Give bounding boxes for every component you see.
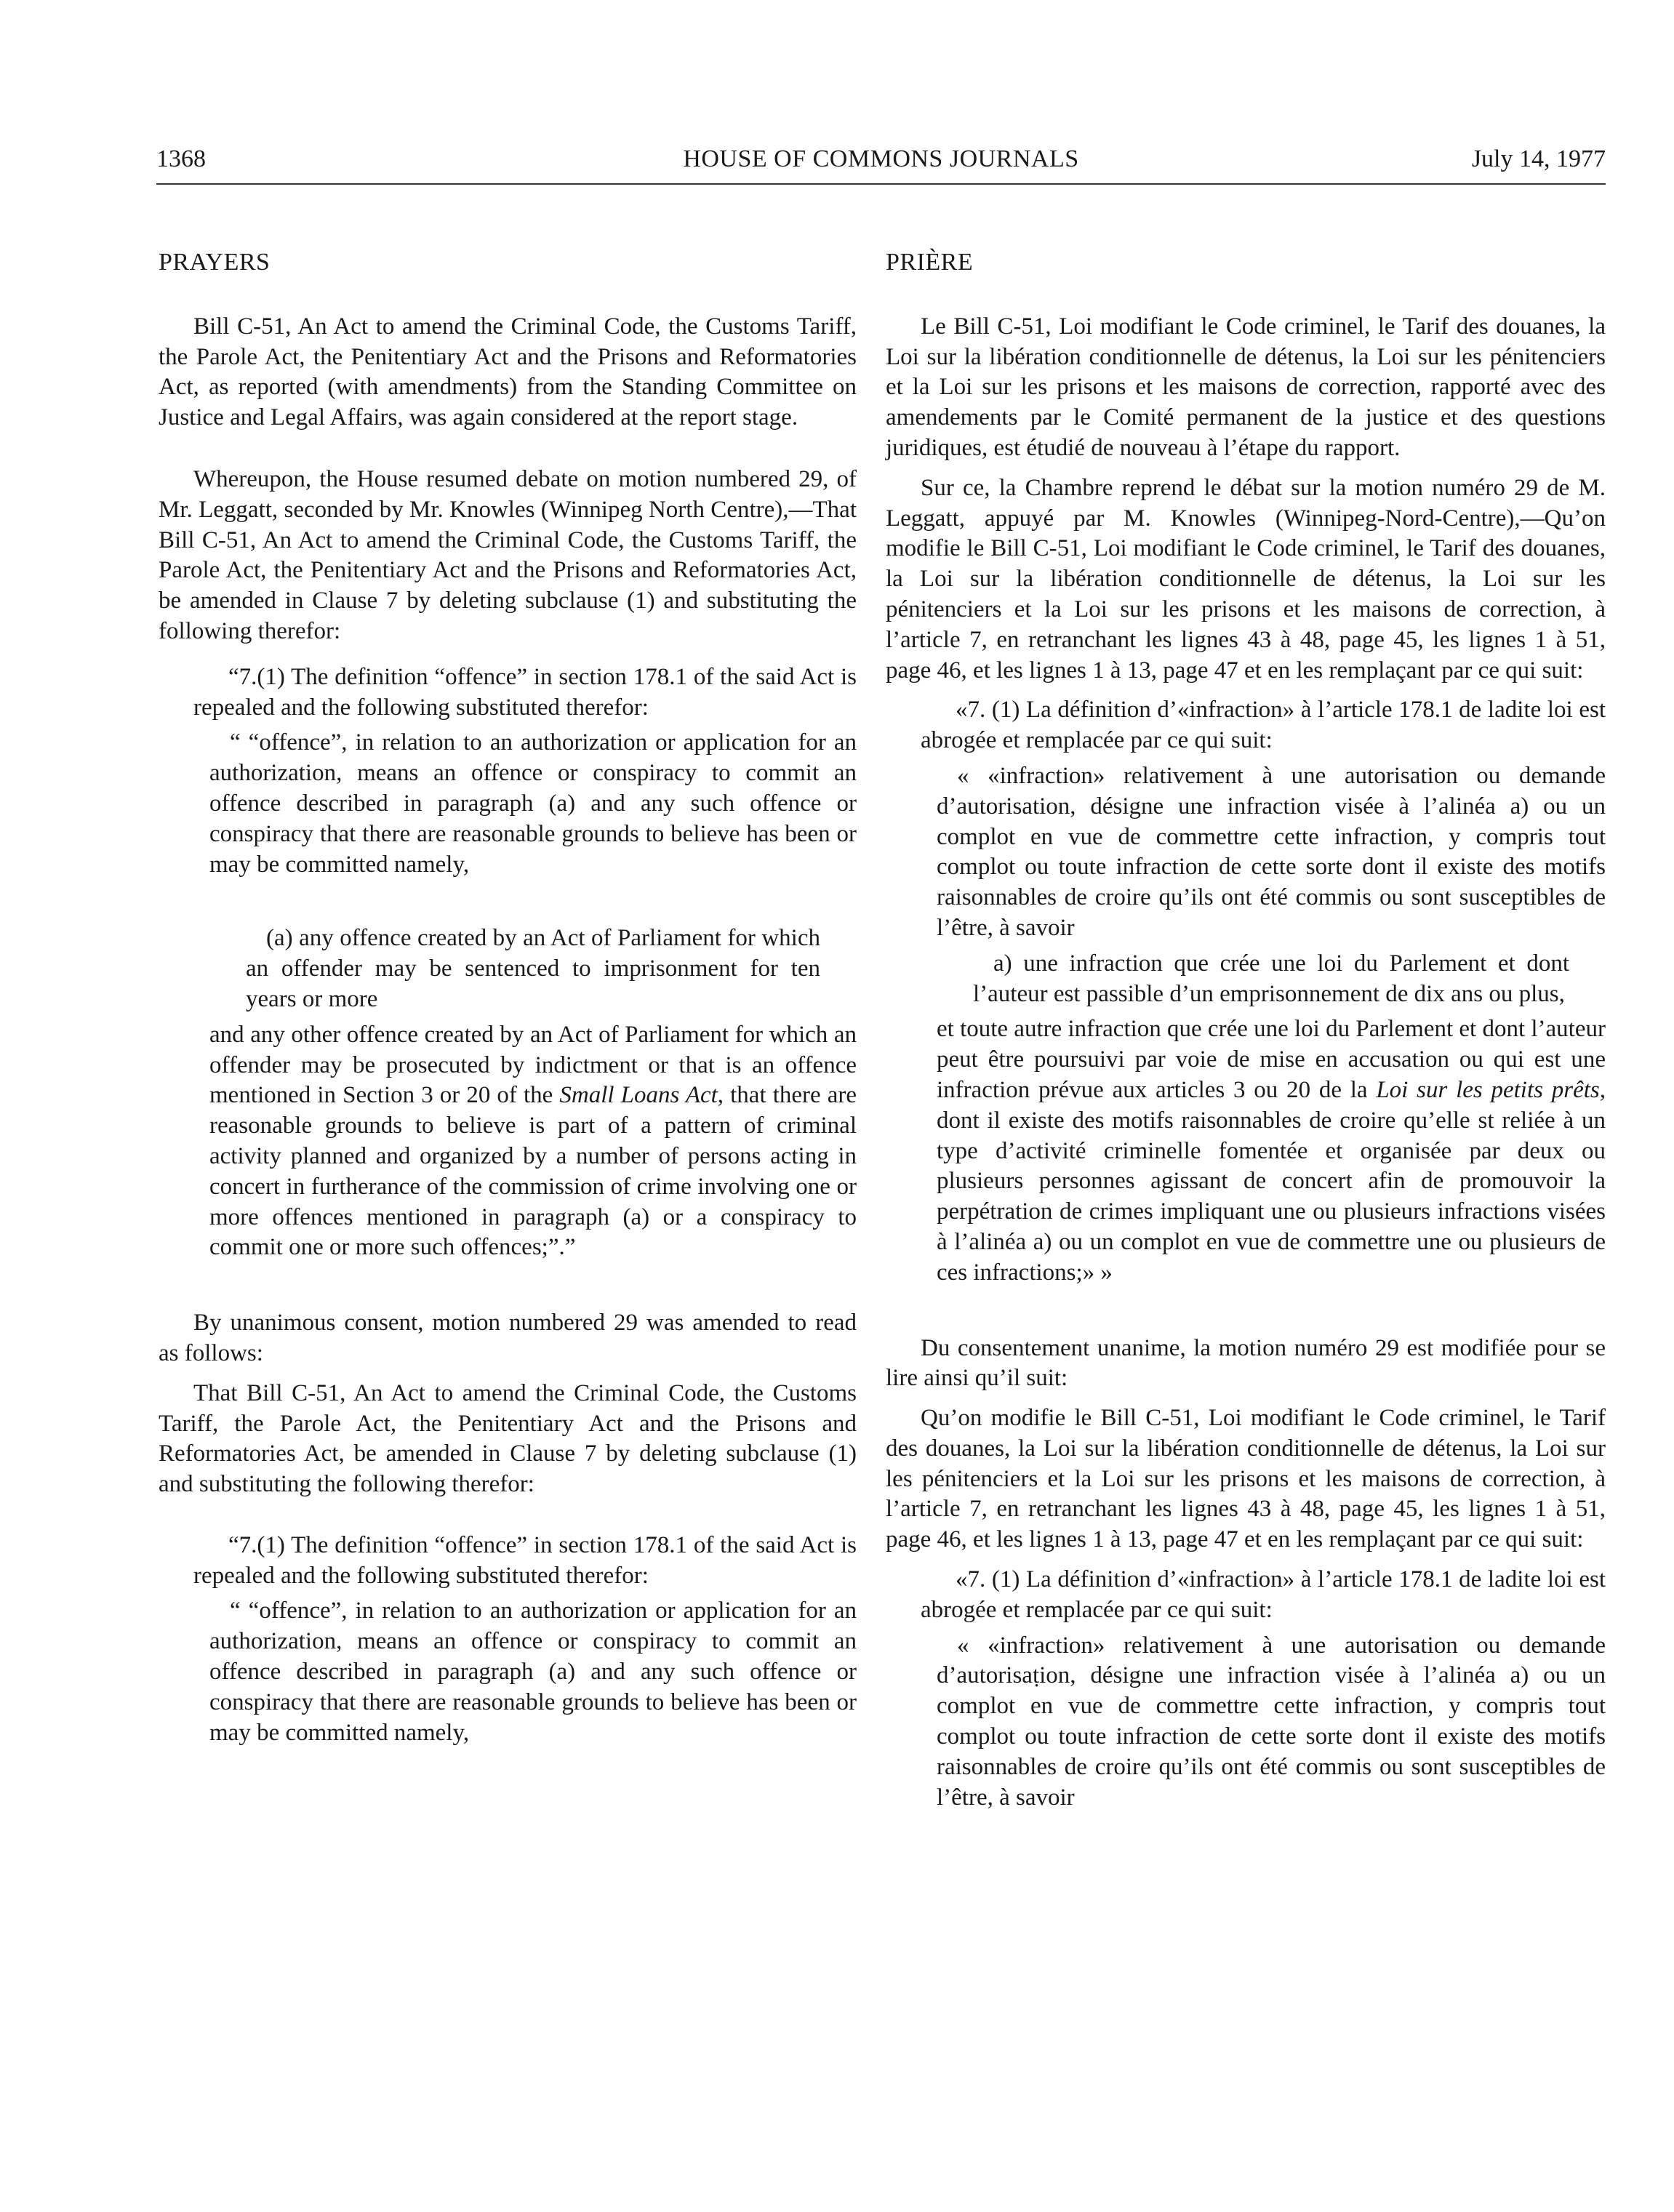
french-quote-other-infraction-text-1: et toute autre infraction que crée une loi du Parlement et dont l’auteur peut être poursuivi par voie de mise en accusation ou qui est une infraction prévue aux articles 3 ou 20 de la xyxy=(937,1016,1606,1103)
english-quote-definition-2: “7.(1) The definition “offence” in section 178.1 of the said Act is repealed and the following substituted therefor: xyxy=(193,1531,857,1589)
english-quote-offence-2: “ “offence”, in relation to an authorization or application for an authorization, means an offence or conspiracy to commit an offence described in paragraph (a) and any such offence or conspiracy that there are reasonable grounds to believe has been or may be committed namely, xyxy=(209,1598,857,1746)
french-paragraph-debate: Sur ce, la Chambre reprend le débat sur la motion numéro 29 de M. Leggatt, appuyé par M. Knowles (Winnipeg-Nord-Centre),—Qu’on modifie le Bill C-51, Loi modifiant le Code criminel, le Tarif des douanes, la Loi sur la libération conditionnelle de détenus, la Loi sur les pénitenciers et la Loi sur les prisons et les maisons de correction, à l’article 7, en retranchant les lignes 43 à 48, page 45, les lignes 1 à 51, page 46, et les lignes 1 à 13, page 47 et en les remplaçant par ce qui suit: xyxy=(886,474,1606,684)
english-quote-other-offence xyxy=(209,1020,857,1263)
french-quote-other-infraction xyxy=(937,1014,1606,1288)
page-header xyxy=(156,145,1606,185)
journal-title: HOUSE OF COMMONS JOURNALS xyxy=(683,145,1079,172)
english-paragraph-bill: Bill C-51, An Act to amend the Criminal Code, the Customs Tariff, the Parole Act, the Penitentiary Act and the Prisons and Reformatories Act, as reported (with amendments) from the Standing Committee on Justice and Legal Affairs, was again considered at the report stage. xyxy=(159,313,857,431)
page-number: 1368 xyxy=(156,145,206,172)
english-column xyxy=(159,247,857,1748)
english-quote-offence: “ “offence”, in relation to an authorization or application for an authorization, means an offence or conspiracy to commit an offence described in paragraph (a) and any such offence or conspiracy that there are reasonable grounds to believe has been or may be committed namely, xyxy=(209,729,857,878)
journal-date: July 14, 1977 xyxy=(1471,145,1606,172)
french-quote-infraction: « «infraction» relativement à une autorisation ou demande d’autorisation, désigne une infraction visée à l’alinéa a) ou un complot en vue de commettre cette infraction, y compris tout complot ou toute infraction de cette sorte dont il existe des motifs raisonnables de croire qu’ils ont été commis ou sont susceptibles de l’être, à savoir xyxy=(937,762,1606,941)
english-paragraph-amended-motion: That Bill C-51, An Act to amend the Criminal Code, the Customs Tariff, the Parole Act, the Penitentiary Act and the Prisons and Reformatories Act, be amended in Clause 7 by deleting subclause (1) and substituting the following therefor: xyxy=(159,1379,857,1498)
french-paragraph-bill: Le Bill C-51, Loi modifiant le Code criminel, le Tarif des douanes, la Loi sur la libération conditionnelle de détenus, la Loi sur les pénitenciers et la Loi sur les prisons et les maisons de correction, rapporté avec des amendements par le Comité permanent de la justice et des questions juridiques, est étudié de nouveau à l’étape du rapport. xyxy=(886,313,1606,461)
french-paragraph-amended-motion: Qu’on modifie le Bill C-51, Loi modifiant le Code criminel, le Tarif des douanes, la Loi sur la libération conditionnelle de détenus, la Loi sur les pénitenciers et la Loi sur les prisons et les maisons de correction, à l’article 7, en retranchant les lignes 43 à 48, page 45, les lignes 1 à 51, page 46, et les lignes 1 à 13, page 47 et en les remplaçant par ce qui suit: xyxy=(886,1405,1606,1553)
english-paragraph-consent: By unanimous consent, motion numbered 29 was amended to read as follows: xyxy=(159,1310,857,1366)
french-loi-petits-prets: Loi sur les petits prêts, xyxy=(1376,1076,1606,1103)
french-quote-definition: «7. (1) La définition d’«infraction» à l’article 178.1 de ladite loi est abrogée et remplacée par ce qui suit: xyxy=(921,697,1606,754)
english-paragraph-debate: Whereupon, the House resumed debate on motion numbered 29, of Mr. Leggatt, seconded by Mr. Knowles (Winnipeg North Centre),—That Bill C-51, An Act to amend the Criminal Code, the Customs Tariff, the Parole Act, the Penitentiary Act and the Prisons and Reformatories Act, be amended in Clause 7 by deleting subclause (1) and substituting the following therefor: xyxy=(159,465,857,644)
english-quote-paragraph-a: (a) any offence created by an Act of Parliament for which an offender may be sentenced to imprisonment for ten years or more xyxy=(246,925,820,1012)
english-small-loans-act: Small Loans Act xyxy=(559,1082,718,1109)
french-paragraph-consent: Du consentement unanime, la motion numéro 29 est modifiée pour se lire ainsi qu’il suit: xyxy=(886,1334,1606,1392)
french-quote-definition-2: «7. (1) La définition d’«infraction» à l’article 178.1 de ladite loi est abrogée et remplacée par ce qui suit: xyxy=(921,1566,1606,1623)
french-quote-other-infraction-text-2: dont il existe des motifs raisonnables de croire qu’elle st reliée à un type d’activité criminelle fomentée et organisée par deux ou plusieurs personnes agissant de concert afin de promouvoir la perpétration de crimes impliquant une ou plusieurs infractions visées à l’alinéa a) ou un complot en vue de commettre une ou plusieurs de ces infractions;» » xyxy=(937,1107,1606,1286)
english-quote-definition: “7.(1) The definition “offence” in section 178.1 of the said Act is repealed and the following substituted therefor: xyxy=(193,663,857,721)
french-column xyxy=(886,247,1606,1813)
english-quote-other-offence-text-1: and any other offence created by an Act of Parliament for which an offender may be prosecuted by indictment or that is an offence mentioned in Section 3 or 20 of the xyxy=(209,1021,857,1109)
french-quote-infraction-2: « «infraction» relativement à une autorisation ou demande d’autorisaṭion, désigne une infraction visée à l’alinéa a) ou un complot en vue de commettre cette infraction, y compris tout complot ou toute infraction de cette sorte dont il existe des motifs raisonnables de croire qu’ils ont été commis ou sont susceptibles de l’être, à savoir xyxy=(937,1632,1606,1811)
french-quote-alinea-a: a) une infraction que crée une loi du Parlement et dont l’auteur est passible d’un emprisonnement de dix ans ou plus, xyxy=(973,950,1569,1007)
french-heading: PRIÈRE xyxy=(886,249,974,276)
english-quote-other-offence-text-2: , that there are reasonable grounds to believe is part of a pattern of criminal activity planned and organized by a number of persons acting in concert in furtherance of the commission of crime involving one or more offences mentioned in paragraph (a) or a conspiracy to commit one or more such offences;”.” xyxy=(209,1082,857,1261)
english-heading: PRAYERS xyxy=(159,249,271,276)
